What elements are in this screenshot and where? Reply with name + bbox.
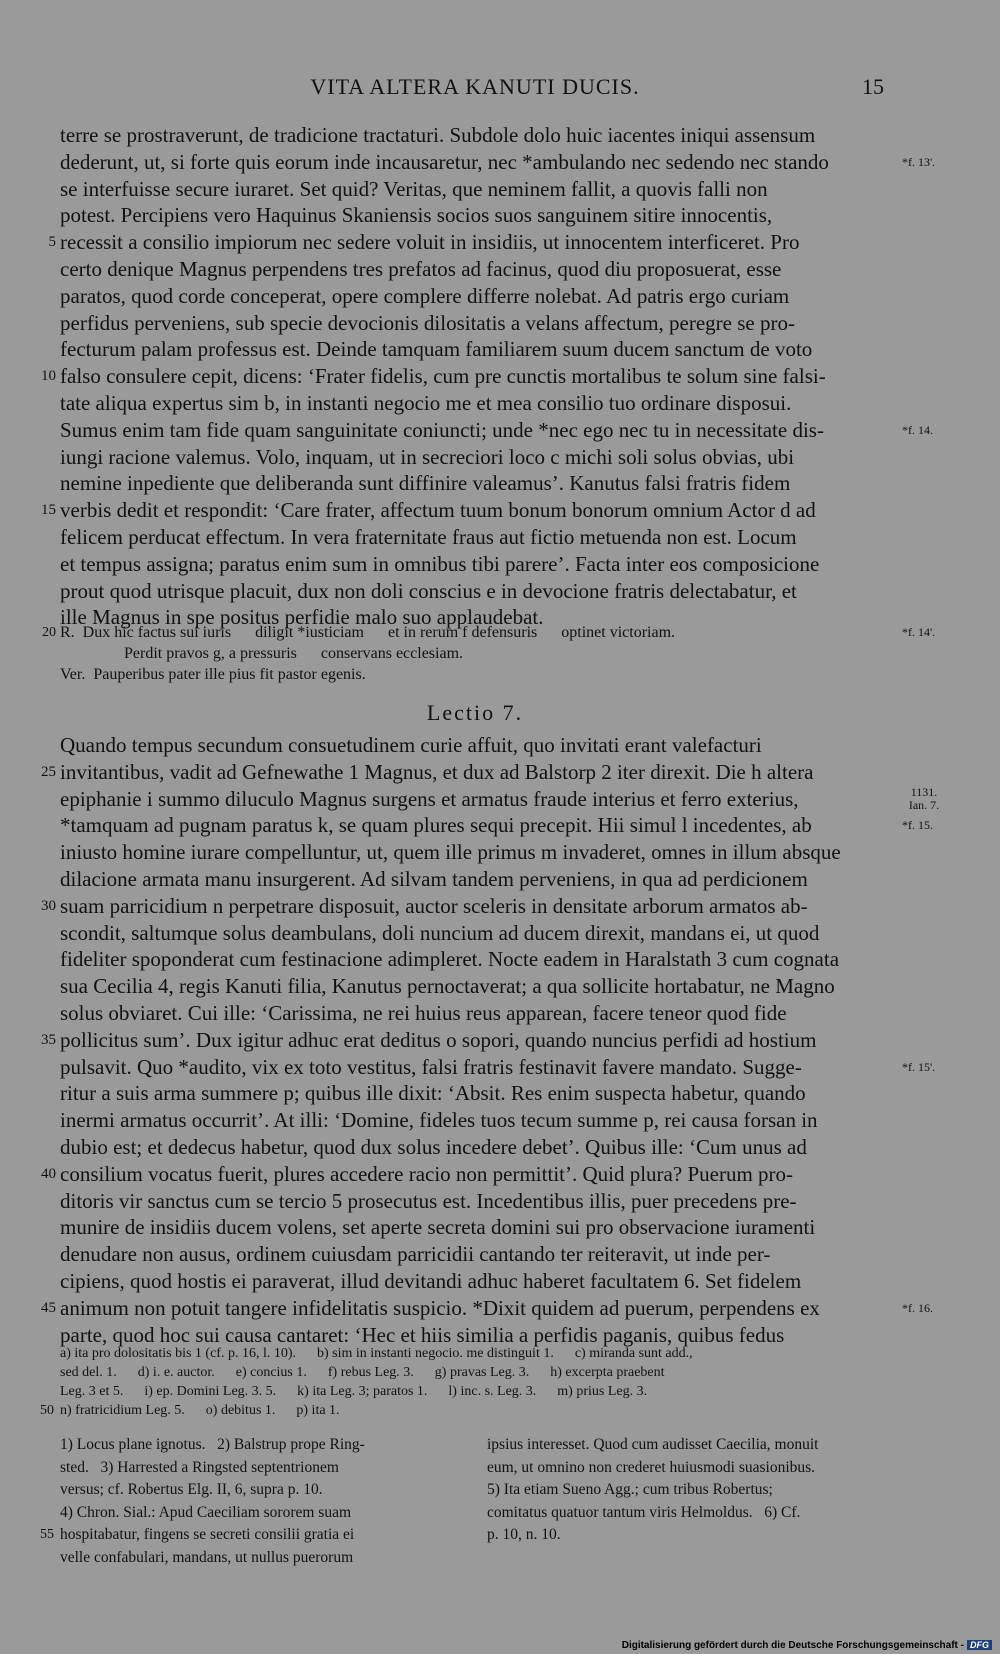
folio-margin-note: *f. 15'. <box>902 1059 936 1074</box>
apparatus-line <box>60 1382 902 1401</box>
text-line <box>60 551 896 578</box>
line-text: fideliter spoponderat cum festinacione adimpleret. Nocte eadem in Haralstath 3 cum cognata <box>60 947 840 972</box>
text-line <box>60 920 896 947</box>
line-text: denudare non ausus, ordinem cuiusdam parricidii cantando ter reiteravit, ut inde per- <box>60 1242 771 1267</box>
text-line <box>41 1027 896 1054</box>
text-line <box>60 578 896 605</box>
line-text: fecturum palam professus est. Deinde tamquam familiarem suum ducem sanctum de voto <box>60 337 813 362</box>
text-line <box>60 1054 936 1081</box>
text-line <box>60 812 933 839</box>
line-text: *tamquam ad pugnam paratus k, se quam plures sequi precepit. Hii simul l incedentes, ab <box>60 813 812 838</box>
apparatus-line <box>40 1401 902 1420</box>
line-text: pollicitus sum’. Dux igitur adhuc erat deditus o sopori, quando nuncius perfidi ad hostium <box>60 1027 817 1052</box>
note-line <box>60 1479 460 1502</box>
line-text: inermi armatus occurrit’. At illi: ‘Domine, fideles tuos tecum summe p, rei causa forsan in <box>60 1108 818 1133</box>
line-text: sed del. 1. d) i. e. auctor. e) concius 1. f) rebus Leg. 3. g) pravas Leg. 3. h) excerpta praebent <box>60 1365 665 1380</box>
line-text: Sumus enim tam fide quam sanguinitate coniuncti; unde *nec ego nec tu in necessitate dis- <box>60 417 824 442</box>
folio-margin-note: *f. 16. <box>902 1300 933 1315</box>
text-line <box>41 1161 896 1188</box>
line-number: 50 <box>40 1403 54 1418</box>
line-number: 25 <box>41 763 56 780</box>
text-line <box>60 122 896 149</box>
text-line <box>60 839 896 866</box>
note-line <box>60 1457 460 1480</box>
text-line <box>60 1107 896 1134</box>
running-title: VITA ALTERA KANUTI DUCIS. <box>310 74 640 99</box>
line-text: pulsavit. Quo *audito, vix ex toto vestitus, falsi fratris festinavit favere mandato. Sugge- <box>60 1054 802 1079</box>
line-text: ritur a suis arma summere p; quibus ille dixit: ‘Absit. Res enim suspecta habetur, quando <box>60 1081 806 1106</box>
text-line <box>60 1134 896 1161</box>
text-line <box>60 1080 896 1107</box>
line-number: 30 <box>41 897 56 914</box>
text-line <box>48 229 896 256</box>
line-text: solus obviaret. Cui ille: ‘Carissima, ne rei huius reus apparean, facere teneor quod fide <box>60 1000 787 1025</box>
line-number: 20 <box>42 625 56 640</box>
text-line <box>60 524 896 551</box>
text-line <box>60 732 896 759</box>
responsory-block <box>42 622 936 685</box>
digitization-footer <box>622 1640 992 1651</box>
line-text: sua Cecilia 4, regis Kanuti filia, Kanutus pernoctaverat; a qua sollicite hortabatur, ne Magno <box>60 974 835 999</box>
line-text: munire de insidiis ducem volens, set aperte secreta domini sui pro observacione iuramenti <box>60 1215 816 1240</box>
page-header <box>0 74 1000 104</box>
line-text: ipsius interesset. Quod cum audisset Caecilia, monuit <box>487 1436 819 1453</box>
line-text: scondit, saltumque solus deambulans, doli nuncium ad ducem direxit, mandans ei, ut quod <box>60 920 820 945</box>
dfg-logo: DFG <box>967 1640 992 1650</box>
line-text: Perdit pravos g, a pressuris conservans ecclesiam. <box>124 645 464 662</box>
line-text: iungi racione valemus. Volo, inquam, ut in secreciori loco c michi soli solus obvias, ubi <box>60 444 795 469</box>
line-text: dederunt, ut, si forte quis eorum inde incausaretur, nec *ambulando nec sedendo nec stando <box>60 149 829 174</box>
line-text: n) fratricidium Leg. 5. o) debitus 1. p) ita 1. <box>60 1403 340 1418</box>
responsory-line <box>42 622 936 643</box>
responsory-line <box>60 643 900 664</box>
line-text: dilacione armata manu insurgerent. Ad silvam tandem perveniens, in qua ad perdicionem <box>60 866 808 891</box>
line-number: 5 <box>48 234 56 251</box>
note-line <box>40 1524 460 1547</box>
line-text: parte, quod hoc sui causa cantaret: ‘Hec et hiis similia a perfidis paganis, quibus fedus <box>60 1322 785 1347</box>
page-number: 15 <box>862 74 884 99</box>
line-text: paratos, quod corde conceperat, opere complere differre nolebat. Ad patris ergo curiam <box>60 283 790 308</box>
apparatus-line <box>60 1344 902 1363</box>
text-line <box>60 1188 896 1215</box>
notes-right-column <box>487 1434 907 1547</box>
line-text: a) ita pro dolositatis bis 1 (cf. p. 16, l. 10). b) sim in instanti negocio. me distinguit 1. c) miranda sunt add., <box>60 1346 693 1361</box>
lectio-heading: Lectio 7. <box>426 700 524 725</box>
line-number: 35 <box>41 1031 56 1048</box>
text-line <box>60 470 896 497</box>
text-line <box>60 283 896 310</box>
note-line <box>487 1524 907 1547</box>
text-line <box>60 866 896 893</box>
line-number: 40 <box>41 1165 56 1182</box>
line-text: versus; cf. Robertus Elg. II, 6, supra p. 10. <box>60 1481 323 1498</box>
line-text: sted. 3) Harrested a Ringsted septentrionem <box>60 1458 339 1476</box>
line-text: ditoris vir sanctus cum se tercio 5 prosecutus est. Incedentibus illis, puer precedens pre- <box>60 1188 797 1213</box>
folio-margin-note: *f. 13'. <box>902 154 936 169</box>
text-line <box>60 390 896 417</box>
notes-left-column <box>40 1434 460 1569</box>
text-line <box>60 1000 896 1027</box>
apparatus-line <box>60 1363 902 1382</box>
line-text: Ver. Pauperibus pater ille pius fit pastor egenis. <box>60 666 366 683</box>
line-text: perfidus perveniens, sub specie devocionis dilositatis a velans affectum, peregre se pro- <box>60 310 795 335</box>
text-line <box>41 759 896 786</box>
line-text: cipiens, quod hostis ei paraverat, illud devitandi adhuc haberet facultatem 6. Set fidelem <box>60 1268 802 1293</box>
line-text: animum non potuit tangere infidelitatis suspicio. *Dixit quidem ad puerum, perpendens ex <box>60 1295 820 1320</box>
line-text: p. 10, n. 10. <box>487 1526 561 1543</box>
line-text: velle confabulari, mandans, ut nullus puerorum <box>60 1548 354 1566</box>
line-text: nemine inpediente que deliberanda sunt diffinire valeamus’. Kanutus falsi fratris fidem <box>60 471 791 496</box>
text-line <box>41 363 896 390</box>
text-line <box>60 149 936 176</box>
critical-apparatus <box>40 1344 902 1420</box>
text-line <box>60 1214 896 1241</box>
explanatory-notes <box>40 1434 906 1594</box>
folio-margin-note: *f. 14'. <box>902 625 936 639</box>
line-text: epiphanie i summo diluculo Magnus surgens et armatus fraude interius et ferro exterius, <box>60 786 799 811</box>
line-text: 1) Locus plane ignotus. 2) Balstrup prope Ring- <box>60 1436 365 1453</box>
text-line <box>60 444 896 471</box>
note-line <box>60 1547 460 1570</box>
text-line <box>41 893 896 920</box>
line-text: comitatus quatuor tantum viris Helmoldus. 6) Cf. <box>487 1503 801 1521</box>
line-text: eum, ut omnino non crederet huiusmodi suasionibus. <box>487 1458 816 1476</box>
line-text: hospitabatur, fingens se secreti consilii gratia ei <box>60 1526 355 1543</box>
text-line <box>60 256 896 283</box>
line-number: 15 <box>41 502 56 519</box>
line-text: certo denique Magnus perpendens tres prefatos ad facinus, quod diu proposuerat, esse <box>60 256 782 281</box>
line-text: iniusto homine iurare compelluntur, ut, quem ille primus m invaderet, omnes in illum absque <box>60 840 841 865</box>
line-text: invitantibus, vadit ad Gefnewathe 1 Magnus, et dux ad Balstorp 2 iter direxit. Die h altera <box>60 759 814 784</box>
responsory-line <box>60 664 900 685</box>
line-text: verbis dedit et respondit: ‘Care frater, affectum tuum bonum bonorum omnium Actor d ad <box>60 498 816 523</box>
note-line <box>487 1434 907 1457</box>
line-text: tate aliqua expertus sim b, in instanti negocio me et mea consilio tuo ordinare disposui. <box>60 390 792 415</box>
folio-margin-note: *f. 15. <box>902 818 933 833</box>
line-text: potest. Percipiens vero Haquinus Skaniensis socios suos sanguinem sitire innocentis, <box>60 203 773 228</box>
text-line <box>60 176 896 203</box>
line-text: se interfuisse secure iuraret. Set quid? Veritas, que neminem fallit, a quovis falli non <box>60 176 768 201</box>
text-line <box>60 1241 896 1268</box>
line-text: Quando tempus secundum consuetudinem curie affuit, quo invitati erant valefacturi <box>60 733 762 757</box>
text-line <box>60 973 896 1000</box>
line-number: 45 <box>41 1299 56 1316</box>
line-text: suam parricidium n perpetrare disposuit, auctor sceleris in densitate arborum armatos ab- <box>60 893 808 918</box>
line-number: 55 <box>40 1527 54 1542</box>
line-text: consilium vocatus fuerit, plures accedere racio non permittit’. Quid plura? Puerum pro- <box>60 1161 794 1186</box>
text-line <box>41 497 896 524</box>
text-line <box>60 336 896 363</box>
line-text: Leg. 3 et 5. i) ep. Domini Leg. 3. 5. k) ita Leg. 3; paratos 1. l) inc. s. Leg. 3. m) prius Leg. 3. <box>60 1384 648 1399</box>
line-text: 5) Ita etiam Sueno Agg.; cum tribus Robertus; <box>487 1481 773 1498</box>
line-text: dubio est; et dedecus habetur, quod dux solus incedere debet’. Quibus ille: ‘Cum unus ad <box>60 1134 807 1159</box>
note-line <box>60 1434 460 1457</box>
note-line <box>487 1457 907 1480</box>
line-text: terre se prostraverunt, de tradicione tractaturi. Subdole dolo huic iacentes iniqui assensum <box>60 123 816 147</box>
line-text: prout quod utrisque placuit, dux non doli conscius e in devocione fratris delectabatur, et <box>60 578 797 603</box>
text-line <box>60 417 933 444</box>
line-text: felicem perducat effectum. In vera fraternitate fraus aut fictio metuenda non est. Locum <box>60 524 797 549</box>
line-text: 4) Chron. Sial.: Apud Caeciliam sororem suam <box>60 1503 352 1521</box>
text-line <box>60 202 896 229</box>
footer-text: Digitalisierung gefördert durch die Deutsche Forschungsgemeinschaft - <box>621 1640 964 1651</box>
text-line <box>60 310 896 337</box>
text-line <box>60 946 896 973</box>
line-text: ille Magnus in spe positus perfidie malo suo applaudebat. <box>60 605 544 630</box>
note-line <box>60 1502 460 1525</box>
main-text-block <box>41 122 936 631</box>
folio-margin-note: *f. 14. <box>902 422 933 437</box>
note-line <box>487 1502 907 1525</box>
line-number: 10 <box>41 368 56 385</box>
line-text: falso consulere cepit, dicens: ‘Frater fidelis, cum pre cunctis mortalibus te solum sine falsi- <box>60 364 826 389</box>
text-line <box>60 1268 896 1295</box>
line-text: R. Dux hic factus sui iuris diligit *iusticiam et in rerum f defensuris optinet victoriam. <box>60 624 676 641</box>
line-text: recessit a consilio impiorum nec sedere voluit in insidiis, ut innocentem interficeret. Pro <box>60 230 800 255</box>
text-line <box>60 786 896 813</box>
date-margin-note: 1131. Ian. 7. <box>908 785 940 812</box>
line-text: et tempus assigna; paratus enim sum in omnibus tibi parere’. Facta inter eos composicione <box>60 551 820 576</box>
text-line <box>41 1295 933 1322</box>
note-line <box>487 1479 907 1502</box>
